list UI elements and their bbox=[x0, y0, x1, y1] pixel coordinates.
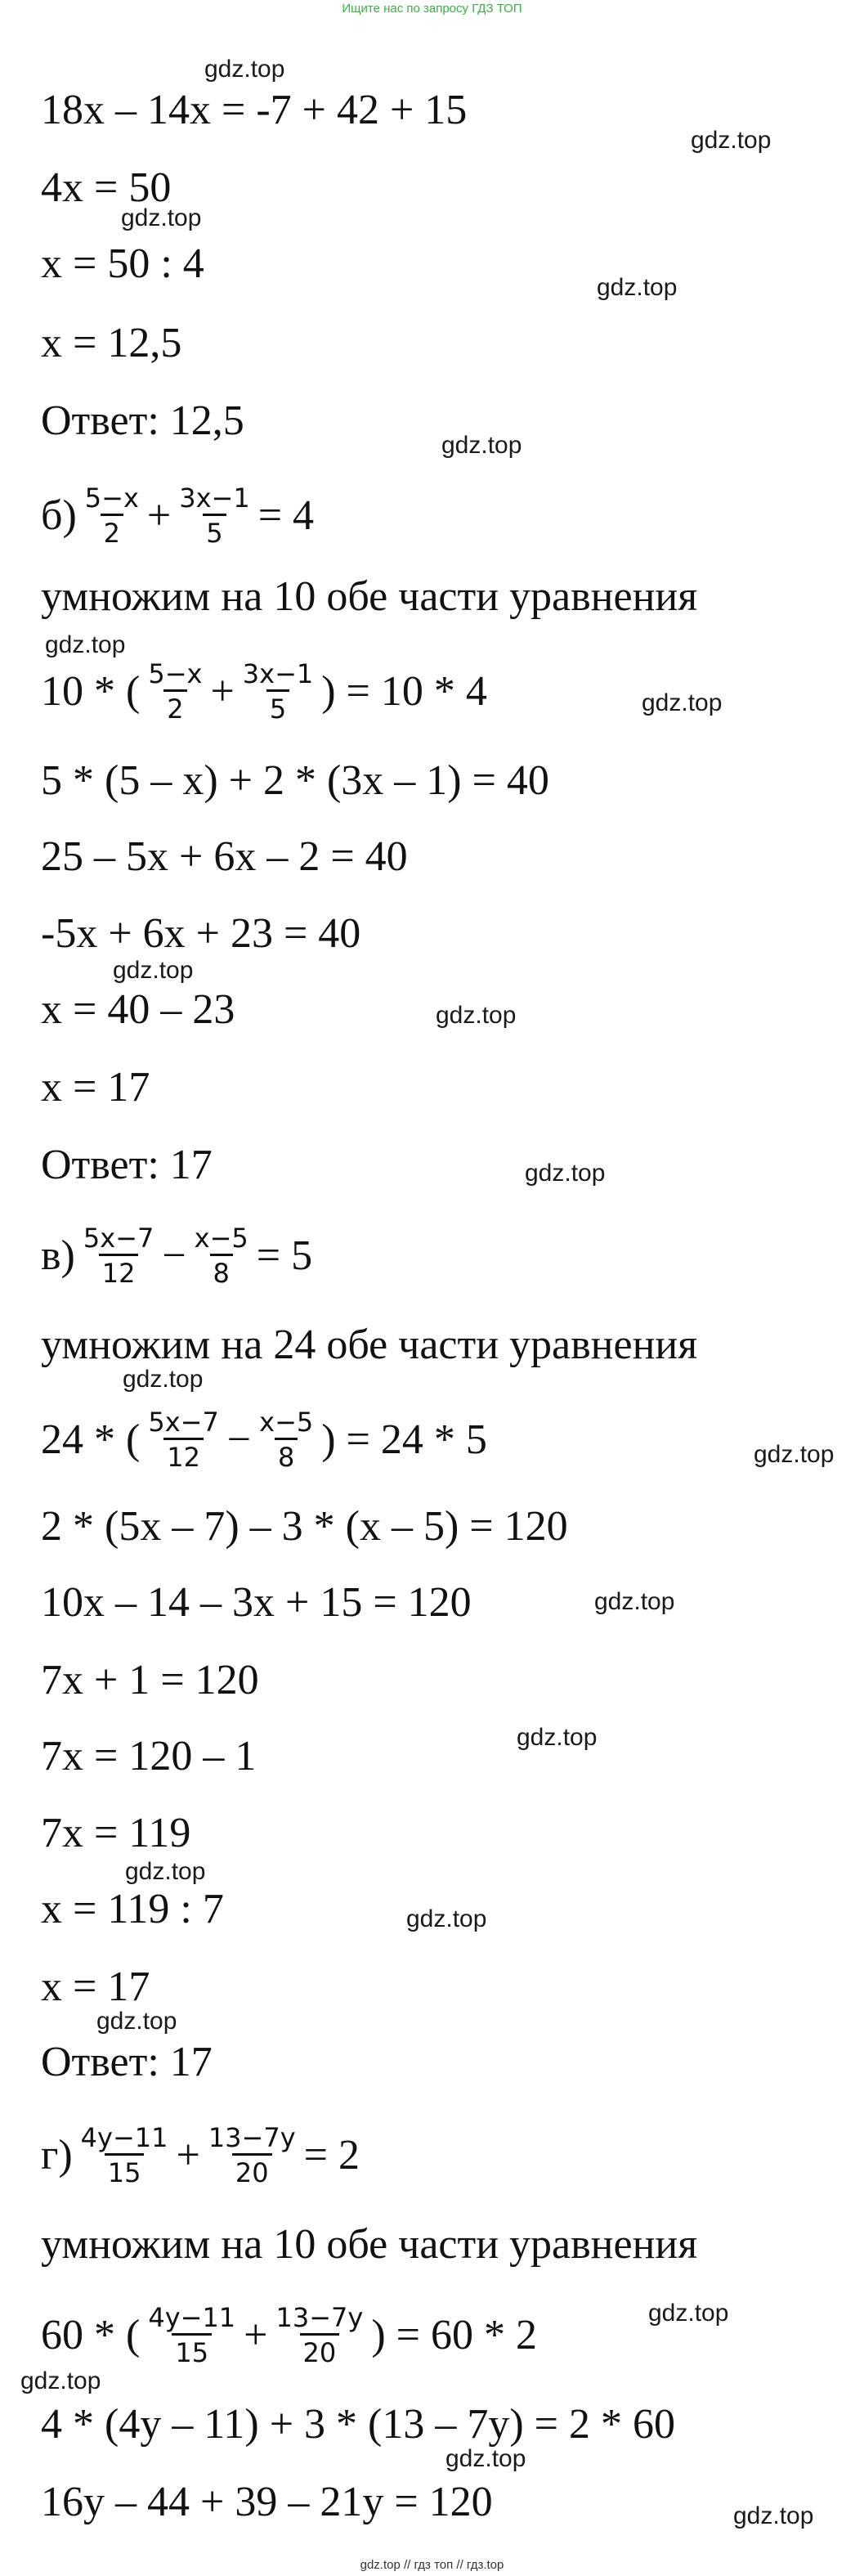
instruction-line: умножим на 10 обе части уравнения bbox=[41, 2221, 698, 2268]
equation-line bbox=[41, 658, 487, 725]
equation-line: x = 50 : 4 bbox=[41, 240, 204, 287]
numerator: x−5 bbox=[194, 1223, 248, 1254]
numerator: 5−x bbox=[148, 658, 203, 689]
denominator: 20 bbox=[300, 2333, 340, 2368]
watermark: gdz.top bbox=[754, 1441, 835, 1468]
denominator: 5 bbox=[266, 689, 289, 725]
equation-line: x = 17 bbox=[41, 1064, 150, 1111]
operator: + bbox=[244, 2311, 268, 2358]
fraction bbox=[80, 1223, 157, 1289]
rhs: = 2 bbox=[303, 2131, 360, 2179]
equation-line: 7x = 120 – 1 bbox=[41, 1733, 257, 1779]
fraction bbox=[272, 2302, 366, 2368]
problem-label: б) bbox=[41, 491, 77, 539]
fraction bbox=[145, 1407, 222, 1473]
rhs: = 5 bbox=[256, 1232, 313, 1279]
operator: + bbox=[146, 491, 172, 539]
denominator: 2 bbox=[163, 689, 186, 725]
watermark: gdz.top bbox=[691, 127, 772, 154]
numerator: 3x−1 bbox=[242, 658, 314, 689]
watermark: gdz.top bbox=[96, 2008, 177, 2035]
instruction-line: умножим на 10 обе части уравнения bbox=[41, 573, 698, 620]
top-banner: Ищите нас по запросу ГДЗ ТОП bbox=[342, 2, 522, 16]
denominator: 8 bbox=[275, 1438, 298, 1473]
instruction-line: умножим на 24 обе части уравнения bbox=[41, 1322, 698, 1368]
watermark: gdz.top bbox=[648, 2300, 729, 2327]
watermark: gdz.top bbox=[594, 1588, 675, 1615]
watermark: gdz.top bbox=[642, 689, 723, 716]
denominator: 15 bbox=[172, 2333, 212, 2368]
watermark: gdz.top bbox=[597, 274, 678, 301]
problem-label: г) bbox=[41, 2131, 73, 2179]
problem-label: в) bbox=[41, 1232, 75, 1279]
watermark: gdz.top bbox=[445, 2445, 526, 2472]
denominator: 5 bbox=[203, 514, 226, 549]
watermark: gdz.top bbox=[204, 56, 285, 83]
fraction bbox=[145, 658, 205, 725]
denominator: 12 bbox=[163, 1438, 204, 1473]
equation-line: 4 * (4y – 11) + 3 * (13 – 7y) = 2 * 60 bbox=[41, 2401, 675, 2448]
footer: gdz.top // гдз топ // гдз.top bbox=[360, 2558, 504, 2572]
expr-suffix: ) = 60 * 2 bbox=[371, 2311, 537, 2358]
equation-line: 7x = 119 bbox=[41, 1810, 191, 1856]
equation-line: x = 12,5 bbox=[41, 320, 182, 366]
numerator: 3x−1 bbox=[179, 482, 250, 514]
expr-suffix: ) = 24 * 5 bbox=[321, 1416, 487, 1463]
numerator: 4y−11 bbox=[148, 2302, 236, 2333]
numerator: 4y−11 bbox=[80, 2122, 168, 2153]
denominator: 15 bbox=[105, 2153, 145, 2188]
problem-g-equation bbox=[41, 2122, 360, 2188]
equation-line: 7x + 1 = 120 bbox=[41, 1657, 259, 1703]
equation-line: x = 40 – 23 bbox=[41, 986, 235, 1033]
watermark: gdz.top bbox=[113, 957, 194, 984]
fraction bbox=[256, 1407, 316, 1473]
numerator: 13−7y bbox=[275, 2302, 364, 2333]
equation-line: 10x – 14 – 3x + 15 = 120 bbox=[41, 1579, 472, 1626]
answer-line: Ответ: 17 bbox=[41, 2039, 213, 2085]
numerator: 5−x bbox=[84, 482, 139, 514]
expr-prefix: 60 * ( bbox=[41, 2311, 141, 2358]
denominator: 2 bbox=[101, 514, 123, 549]
equation-line: 4x = 50 bbox=[41, 164, 172, 211]
watermark: gdz.top bbox=[733, 2502, 814, 2529]
equation-line: 16y – 44 + 39 – 21y = 120 bbox=[41, 2479, 493, 2525]
watermark: gdz.top bbox=[525, 1160, 606, 1187]
equation-line bbox=[41, 2302, 537, 2368]
answer-line: Ответ: 12,5 bbox=[41, 397, 244, 444]
fraction bbox=[240, 658, 316, 725]
expr-prefix: 24 * ( bbox=[41, 1416, 141, 1463]
fraction bbox=[145, 2302, 239, 2368]
numerator: 5x−7 bbox=[83, 1223, 154, 1254]
problem-b-equation bbox=[41, 482, 314, 549]
watermark: gdz.top bbox=[121, 204, 202, 231]
numerator: x−5 bbox=[259, 1407, 314, 1438]
fraction bbox=[176, 482, 253, 549]
numerator: 13−7y bbox=[208, 2122, 296, 2153]
equation-line: x = 17 bbox=[41, 1963, 150, 2010]
watermark: gdz.top bbox=[436, 1002, 517, 1029]
operator: − bbox=[226, 1416, 252, 1463]
answer-line: Ответ: 17 bbox=[41, 1142, 213, 1188]
watermark: gdz.top bbox=[517, 1724, 598, 1751]
numerator: 5x−7 bbox=[148, 1407, 219, 1438]
equation-line: 5 * (5 – x) + 2 * (3x – 1) = 40 bbox=[41, 757, 549, 804]
problem-v-equation bbox=[41, 1223, 312, 1289]
watermark: gdz.top bbox=[123, 1366, 204, 1393]
expr-suffix: ) = 10 * 4 bbox=[321, 667, 487, 715]
equation-line: 2 * (5x – 7) – 3 * (x – 5) = 120 bbox=[41, 1503, 568, 1550]
watermark: gdz.top bbox=[20, 2367, 101, 2394]
operator: + bbox=[176, 2131, 200, 2179]
watermark: gdz.top bbox=[406, 1905, 487, 1932]
denominator: 12 bbox=[99, 1254, 139, 1289]
equation-line: -5x + 6x + 23 = 40 bbox=[41, 910, 361, 957]
fraction bbox=[82, 482, 142, 549]
equation-line: x = 119 : 7 bbox=[41, 1886, 224, 1932]
equation-line bbox=[41, 1407, 487, 1473]
fraction bbox=[78, 2122, 172, 2188]
equation-line: 18x – 14x = -7 + 42 + 15 bbox=[41, 87, 468, 133]
denominator: 8 bbox=[210, 1254, 233, 1289]
watermark: gdz.top bbox=[441, 432, 522, 459]
operator: − bbox=[162, 1232, 186, 1279]
rhs: = 4 bbox=[257, 491, 315, 539]
watermark: gdz.top bbox=[125, 1858, 206, 1885]
watermark: gdz.top bbox=[45, 631, 126, 658]
operator: + bbox=[210, 667, 235, 715]
equation-line: 25 – 5x + 6x – 2 = 40 bbox=[41, 833, 408, 880]
denominator: 20 bbox=[232, 2153, 272, 2188]
fraction bbox=[205, 2122, 299, 2188]
fraction bbox=[191, 1223, 252, 1289]
expr-prefix: 10 * ( bbox=[41, 667, 141, 715]
